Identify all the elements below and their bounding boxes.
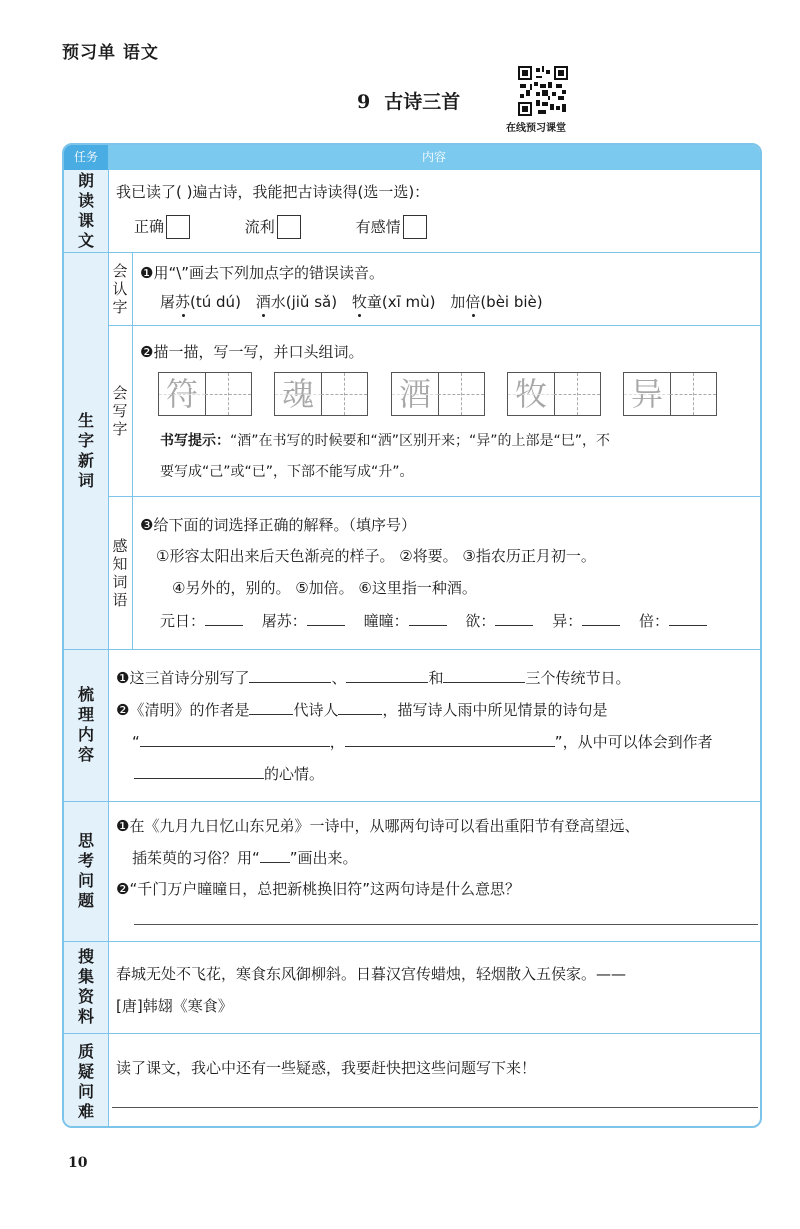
table-header <box>64 145 760 170</box>
char-box-3[interactable]: 酒 <box>391 372 485 416</box>
char-box-4[interactable]: 牧 <box>507 372 601 416</box>
label-reading: 朗 读 课 文 <box>64 170 108 252</box>
summary-q2-line1: ❷《清明》的作者是 代诗人 ，描写诗人雨中所见情景的诗句是 <box>116 701 608 719</box>
summary-q1: ❶这三首诗分别写了 、 和 三个传统节日。 <box>116 669 631 687</box>
reading-prompt: 我已读了( )遍古诗，我能把古诗读得(选一选)： <box>116 183 430 201</box>
write-tip-line1: 书写提示：“酒”在书写的时候要和“洒”区别开来；“异”的上部是“巳”，不 <box>160 433 611 449</box>
lesson-number: 9 <box>357 91 371 113</box>
thinking-q1-line1: ❶在《九月九日忆山东兄弟》一诗中，从哪两句诗可以看出重阳节有登高望远、 <box>116 817 640 835</box>
lesson-name: 古诗三首 <box>384 91 461 113</box>
page-number: 10 <box>68 1155 88 1171</box>
checkbox-expressive[interactable] <box>403 215 427 239</box>
meaning-instruction: ❸给下面的词选择正确的解释。（填序号） <box>140 516 416 534</box>
meaning-options-1: ①形容太阳出来后天色渐亮的样子。 ②将要。 ③指农历正月初一。 <box>156 547 596 565</box>
thinking-answer-line[interactable] <box>134 924 758 925</box>
write-instruction: ❷描一描，写一写，并口头组词。 <box>140 343 364 361</box>
questions-text: 读了课文，我心中还有一些疑惑，我要赶快把这些问题写下来！ <box>116 1059 537 1077</box>
header-content: 内容 <box>421 150 446 164</box>
recognize-instruction: ❶用“\”画去下列加点字的错误读音。 <box>140 264 385 282</box>
label-questions: 质 疑 问 难 <box>64 1033 108 1128</box>
label-write: 会 写 字 <box>112 383 128 438</box>
meaning-words: 元日： 屠苏： 曈曈： 欲： 异： 倍： <box>160 610 707 631</box>
label-meaning: 感 知 词 语 <box>112 536 128 609</box>
questions-answer-line[interactable] <box>112 1107 758 1108</box>
label-collect: 搜 集 资 料 <box>64 941 108 1033</box>
char-box-1[interactable]: 符 <box>158 372 252 416</box>
summary-q2-line2: “ ， ”，从中可以体会到作者 <box>132 733 713 751</box>
reading-options: 正确 流利 有感情 <box>134 215 427 239</box>
meaning-options-2: ④另外的，别的。 ⑤加倍。 ⑥这里指一种酒。 <box>172 579 477 597</box>
label-vocab: 生 字 新 词 <box>64 252 108 649</box>
label-thinking: 思 考 问 题 <box>64 801 108 941</box>
worksheet-table <box>62 143 762 1128</box>
collect-poem: 春城无处不飞花，寒食东风御柳斜。日暮汉宫传蜡烛，轻烟散入五侯家。—— <box>116 965 627 983</box>
summary-q2-line3: 的心情。 <box>134 763 324 784</box>
qr-code-icon[interactable] <box>518 66 568 116</box>
thinking-q2: ❷“千门万户曈曈日，总把新桃换旧符”这两句诗是什么意思？ <box>116 880 520 898</box>
recognize-items: 屠苏(tú dú) 酒水(jiǔ sǎ) 牧童(xī mù) 加倍(bèi biè) <box>160 293 543 311</box>
header-title: 预习单 语文 <box>62 43 159 63</box>
label-recognize: 会 认 字 <box>112 261 128 316</box>
header-task: 任务 <box>64 145 108 170</box>
char-box-5[interactable]: 异 <box>623 372 717 416</box>
thinking-q1-line2: 插茱萸的习俗？用“ ”画出来。 <box>132 849 358 867</box>
char-box-2[interactable]: 魂 <box>274 372 368 416</box>
lesson-title <box>357 87 460 114</box>
collect-source: [唐]韩翃《寒食》 <box>116 997 233 1015</box>
label-summary: 梳 理 内 容 <box>64 649 108 801</box>
checkbox-correct[interactable] <box>166 215 190 239</box>
qr-label: 在线预习课堂 <box>506 123 566 134</box>
write-tip-line2: 要写成“己”或“已”，下部不能写成“升”。 <box>160 464 414 480</box>
checkbox-fluent[interactable] <box>277 215 301 239</box>
